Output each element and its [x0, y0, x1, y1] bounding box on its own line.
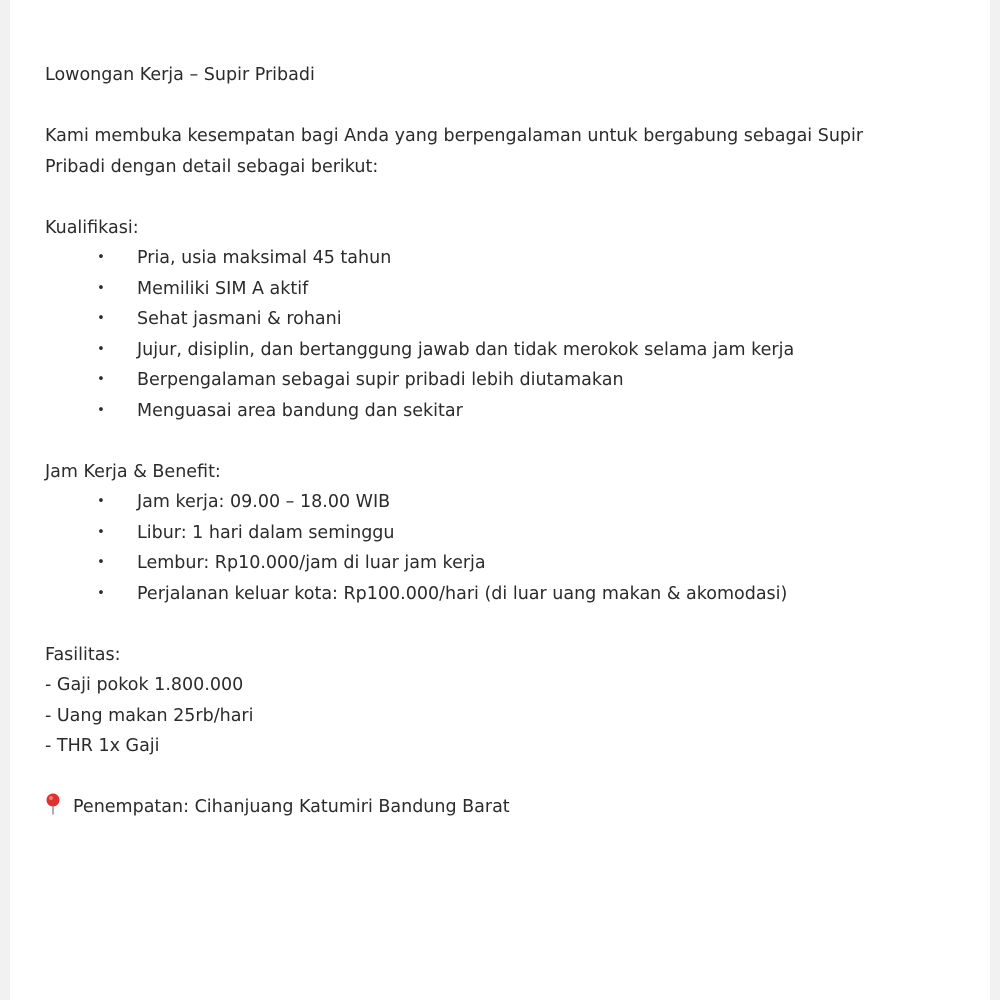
bullet: •	[97, 555, 105, 570]
round-pushpin-icon	[45, 793, 61, 826]
bullet: •	[97, 311, 105, 326]
spacer	[45, 182, 965, 213]
list-item: • Libur: 1 hari dalam seminggu	[45, 518, 965, 549]
bullet: •	[97, 585, 105, 601]
bullet: •	[97, 524, 105, 540]
job-posting	[45, 60, 965, 826]
document-page	[10, 0, 990, 1000]
bullet: •	[97, 372, 105, 387]
list-item: • Memiliki SIM A aktif	[45, 274, 965, 305]
placement-line	[45, 792, 965, 826]
bullet: •	[97, 250, 105, 265]
posting-title: Lowongan Kerja – Supir Pribadi	[45, 65, 315, 85]
spacer	[45, 609, 965, 640]
bullet: •	[97, 494, 105, 509]
facilities-heading: Fasilitas:	[45, 644, 121, 665]
facility-item: - THR 1x Gaji	[45, 736, 160, 756]
intro-line-1: Kami membuka kesempatan bagi Anda yang berpengalaman untuk bergabung sebagai Supir	[45, 126, 864, 146]
bullet: •	[97, 280, 105, 296]
list-item: • Perjalanan keluar kota: Rp100.000/hari (di luar uang makan & akomodasi)	[45, 579, 965, 610]
qualifications-list	[45, 243, 965, 426]
list-item: • Pria, usia maksimal 45 tahun	[45, 243, 965, 274]
list-item: • Sehat jasmani & rohani	[45, 304, 965, 335]
hours-benefit-heading: Jam Kerja & Benefit:	[45, 461, 221, 482]
spacer	[45, 762, 965, 793]
spacer	[45, 426, 965, 457]
list-item: • Berpengalaman sebagai supir pribadi lebih diutamakan	[45, 365, 965, 396]
bullet: •	[97, 402, 105, 418]
bullet: •	[97, 341, 105, 357]
list-item: • Lembur: Rp10.000/jam di luar jam kerja	[45, 548, 965, 579]
list-item: • Jujur, disiplin, dan bertanggung jawab dan tidak merokok selama jam kerja	[45, 335, 965, 366]
spacer	[45, 91, 965, 122]
facility-item: - Uang makan 25rb/hari	[45, 705, 254, 726]
list-item: • Menguasai area bandung dan sekitar	[45, 396, 965, 427]
intro-line-2: Pribadi dengan detail sebagai berikut:	[45, 156, 379, 177]
qualifications-heading: Kualifikasi:	[45, 217, 139, 238]
facility-item: - Gaji pokok 1.800.000	[45, 675, 244, 695]
hours-benefit-list	[45, 487, 965, 609]
list-item: • Jam kerja: 09.00 – 18.00 WIB	[45, 487, 965, 518]
placement-text: Penempatan: Cihanjuang Katumiri Bandung Barat	[73, 797, 510, 817]
